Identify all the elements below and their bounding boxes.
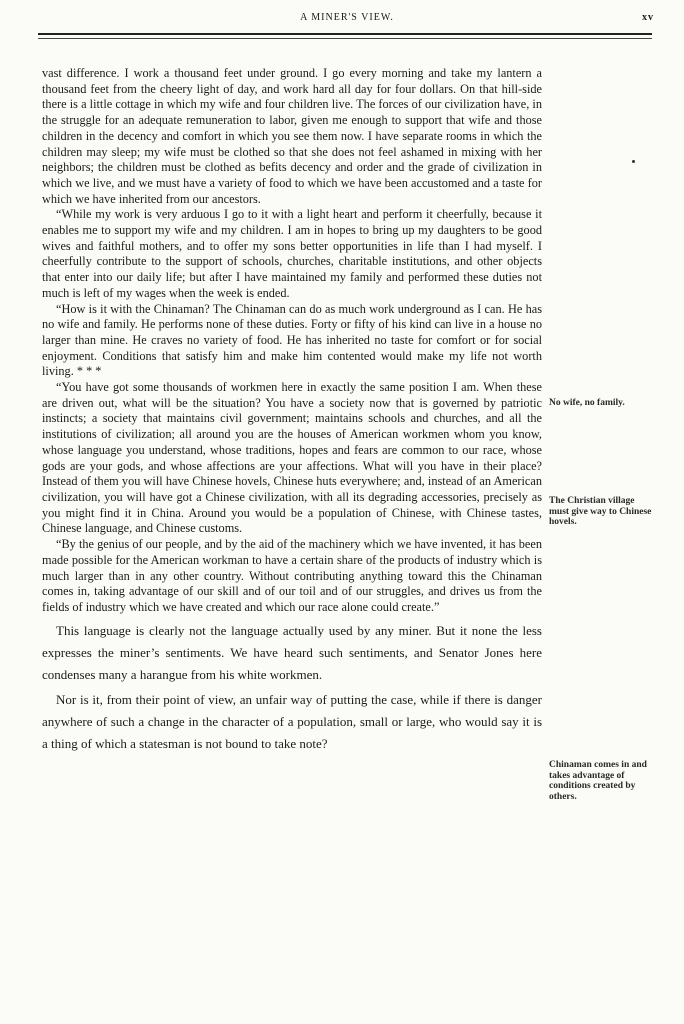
paragraph-3: “How is it with the Chinaman? The Chinaman can do as much work underground as I can. He has no wife and family. He performs none of these duties. Forty or fifty of his kind can live in a house no larger than mine. He craves no variety of food. He has inherited no taste for comfort or for social enjoyment. Conditions that satisfy him and make him contented would make my life not worth living. * * * [42, 301, 542, 379]
paragraph-1: vast difference. I work a thousand feet under ground. I go every morning and take my lantern a thousand feet from the cheery light of day, and work hard all day for four dollars. On that hill-side there is a little cottage in which my wife and four children live. The forces of our civilization have, in the struggle for an adequate remuneration to labor, given me enough to support that wife and those children in the decency and comfort in which you see them now. I have separate rooms in which the children may sleep; my wife must be clothed so that she does not feel ashamed in mixing with her neighbors; the children must be clothed as befits decency and order and the grade of civilization in which we live, and we must have a variety of food to which we have been accustomed and a taste for which we have inherited from our ancestors. [42, 66, 542, 206]
stray-mark [632, 160, 635, 163]
margin-note-2: The Christian village must give way to Chinese hovels. [549, 496, 652, 527]
paragraph-2: “While my work is very arduous I go to it with a light heart and perform it cheerfully, because it enables me to support my wife and my children. I am in hopes to bring up my daughters to be good wives and faithful mothers, and to offer my sons better opportunities in life than I had myself. I cheerfully contribute to the support of schools, churches, charitable institutions, and other objects that enter into our daily life; but after I have maintained my family and performed these duties not much is left of my wages when the week is ended. [42, 207, 542, 300]
margin-note-1: No wife, no family. [549, 398, 625, 408]
paragraph-6: This language is clearly not the language actually used by any miner. But it none the less expresses the miner’s sentiments. We have heard such sentiments, and Senator Jones here condenses many a harangue from his white workmen. [42, 622, 542, 682]
body-text [42, 66, 542, 755]
header-rule-thick [38, 33, 652, 35]
header-rule-thin [38, 38, 652, 39]
page-number: xv [642, 12, 654, 23]
paragraph-5: “By the genius of our people, and by the aid of the machinery which we have invented, it has been made possible for the American workman to have a certain share of the products of industry which is much larger than in any other country. Without contributing anything toward this the Chinaman comes in, taking advantage of our skill and of our toil and of our struggles, and drives us from the fields of industry which we have created and which our race alone could create.” [42, 537, 542, 614]
margin-note-3: Chinaman comes in and takes advantage of conditions created by others. [549, 760, 647, 802]
paragraph-7: Nor is it, from their point of view, an unfair way of putting the case, while if there is danger anywhere of such a change in the character of a population, small or large, who would say it is a thing of which a statesman is not bound to take note? [42, 691, 542, 751]
running-head [40, 12, 654, 30]
running-head-title: A MINER'S VIEW. [300, 12, 394, 23]
paragraph-4: “You have got some thousands of workmen here in exactly the same position I am. When these are driven out, what will be the situation? You have a society now that is governed by patriotic instincts; a society that maintains civil government; maintains schools and churches, and all the institutions of civilization; all around you are the houses of American workmen whom you know, whose language you understand, whose traditions, hopes and fears are common to our race, whose gods are your gods, and whose affections are your affections. What will you have in their place? Instead of them you will have Chinese hovels, Chinese huts everywhere; and, instead of an American civilization, you will have got a Chinese civilization, with all its degrading accessories, precisely as you might find it in China. Around you would be a population of Chinese, with Chinese tastes, Chinese language, and Chinese customs. [42, 380, 542, 536]
